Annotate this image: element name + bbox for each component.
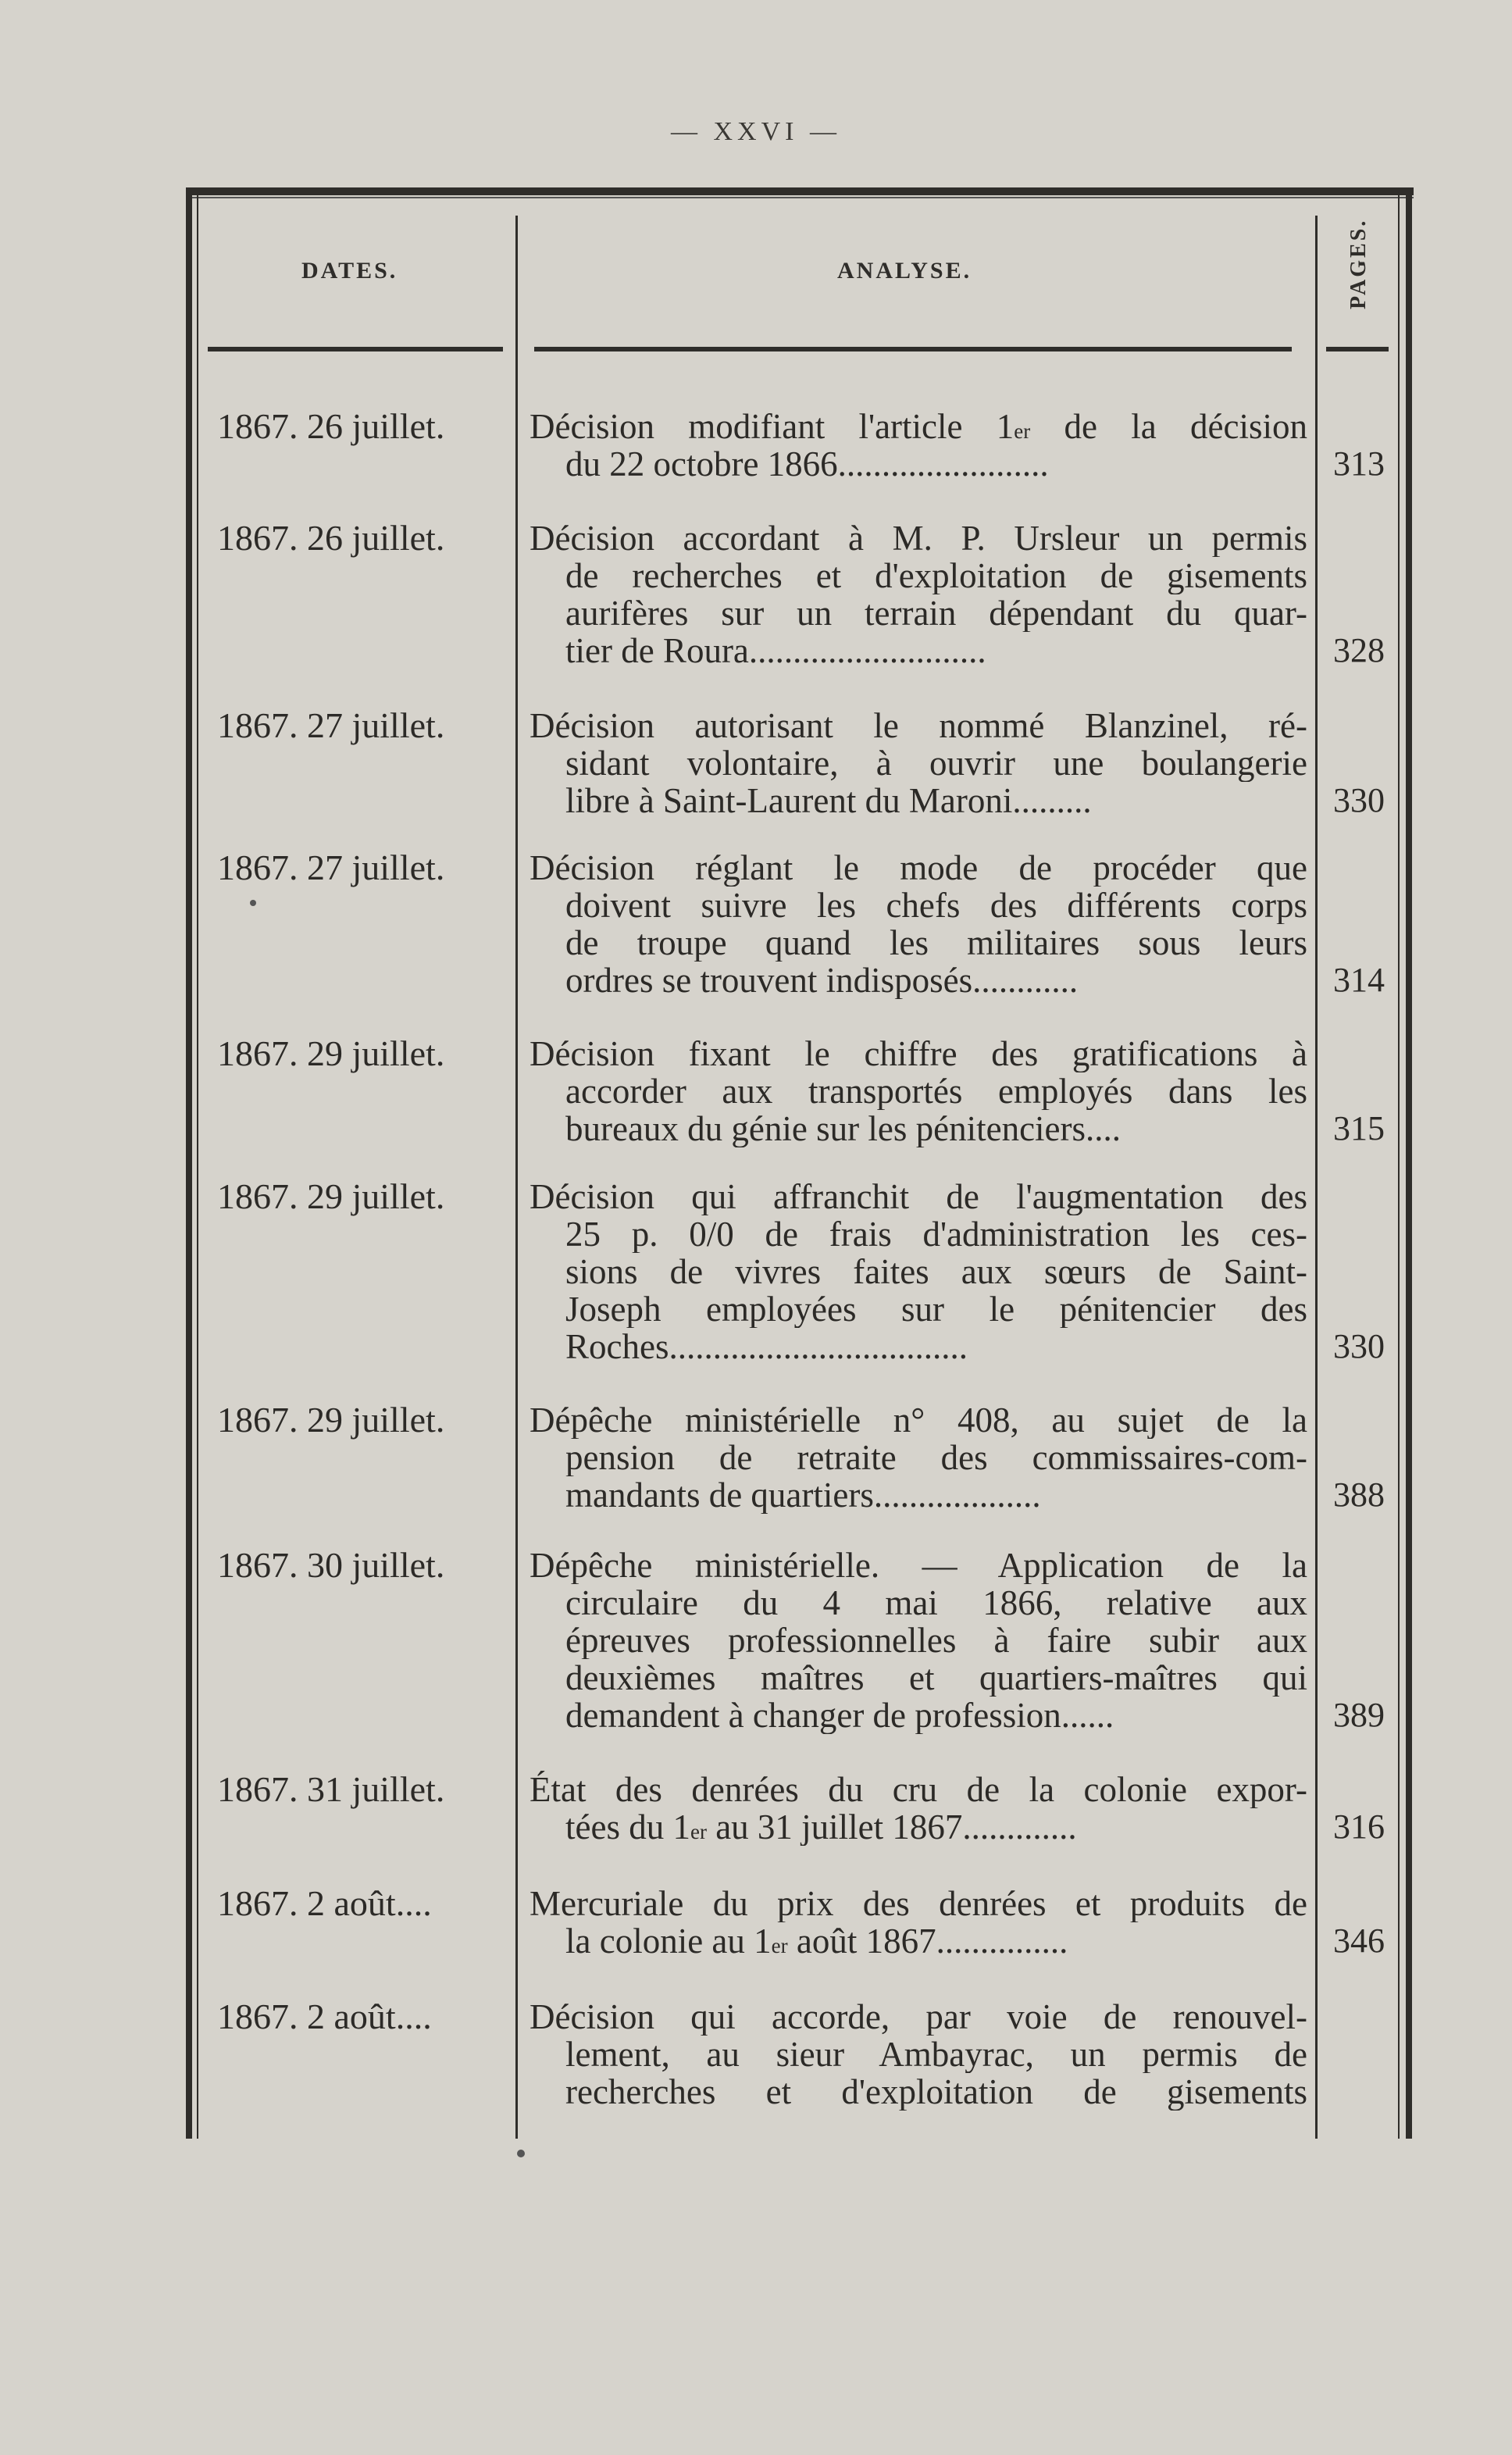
analyse-line: recherches et d'exploitation de gisements <box>565 2073 1307 2111</box>
analyse-line: sidant volontaire, à ouvrir une boulangerie <box>565 744 1307 782</box>
analyse-line: tier de Roura........................... <box>565 632 986 669</box>
analyse-line: État des denrées du cru de la colonie expor- <box>530 1771 1307 1808</box>
entry-page: 313 <box>1333 444 1385 483</box>
left-border-inner <box>197 191 198 2139</box>
pages-column-divider <box>1315 216 1318 2139</box>
entry-date: 1867. 29 juillet. <box>217 1176 445 1216</box>
analyse-line: lement, au sieur Ambayrac, un permis de <box>565 2036 1307 2073</box>
analyse-line: Dépêche ministérielle. — Application de la <box>530 1547 1307 1584</box>
analyse-line: libre à Saint-Laurent du Maroni......... <box>565 782 1092 819</box>
entry-analyse <box>530 1998 1307 2111</box>
entry-date: 1867. 26 juillet. <box>217 518 445 558</box>
page-folio: — XXVI — <box>671 117 841 146</box>
entry-analyse <box>530 1035 1307 1147</box>
ink-speck <box>517 2150 525 2157</box>
entry-page: 314 <box>1333 961 1385 999</box>
analyse-line: tées du 1er au 31 juillet 1867............. <box>565 1808 1077 1846</box>
left-border <box>186 191 192 2139</box>
analyse-line: ordres se trouvent indisposés............ <box>565 962 1079 999</box>
analyse-line: accorder aux transportés employés dans les <box>565 1072 1307 1110</box>
analyse-line: bureaux du génie sur les pénitenciers.... <box>565 1110 1122 1147</box>
analyse-line: Joseph employées sur le pénitencier des <box>565 1290 1307 1328</box>
analyse-line: deuxièmes maîtres et quartiers-maîtres qui <box>565 1659 1307 1697</box>
entry-date: 1867. 27 juillet. <box>217 705 445 745</box>
analyse-line: aurifères sur un terrain dépendant du quar- <box>565 594 1307 632</box>
entry-page: 346 <box>1333 1922 1385 1960</box>
analyse-line: Dépêche ministérielle n° 408, au sujet de la <box>530 1401 1307 1439</box>
entry-analyse <box>530 1547 1307 1734</box>
analyse-line: mandants de quartiers................... <box>565 1476 1041 1514</box>
analyse-line: sions de vivres faites aux sœurs de Saint- <box>565 1253 1307 1290</box>
analyse-line: de troupe quand les militaires sous leurs <box>565 924 1307 962</box>
analyse-line: doivent suivre les chefs des différents corps <box>565 887 1307 924</box>
analyse-line: demandent à changer de profession...... <box>565 1697 1114 1734</box>
analyse-line: Décision fixant le chiffre des gratifications à <box>530 1035 1307 1072</box>
analyse-line: Décision modifiant l'article 1er de la décision <box>530 408 1307 445</box>
analyse-line: de recherches et d'exploitation de gisements <box>565 557 1307 594</box>
entry-page: 389 <box>1333 1696 1385 1734</box>
entry-analyse <box>530 1771 1307 1846</box>
analyse-line: Décision autorisant le nommé Blanzinel, ré- <box>530 707 1307 744</box>
entry-page: 315 <box>1333 1109 1385 1147</box>
entry-page: 388 <box>1333 1475 1385 1514</box>
entry-date: 1867. 29 juillet. <box>217 1033 445 1073</box>
analyse-line: Décision qui affranchit de l'augmentation des <box>530 1178 1307 1215</box>
analyse-line: épreuves professionnelles à faire subir aux <box>565 1622 1307 1659</box>
header-dates: DATES. <box>301 258 398 284</box>
entry-analyse <box>530 849 1307 999</box>
entry-date: 1867. 27 juillet. <box>217 847 445 887</box>
header-rule-analyse <box>534 347 1292 351</box>
header-rule-dates <box>208 347 503 351</box>
analyse-line: pension de retraite des commissaires-com- <box>565 1439 1307 1476</box>
entry-date: 1867. 30 juillet. <box>217 1545 445 1585</box>
analyse-line: Décision réglant le mode de procéder que <box>530 849 1307 887</box>
analyse-line: 25 p. 0/0 de frais d'administration les ces- <box>565 1215 1307 1253</box>
entry-page: 330 <box>1333 1327 1385 1365</box>
entry-analyse <box>530 1178 1307 1365</box>
entry-analyse <box>530 1885 1307 1960</box>
entry-page: 328 <box>1333 631 1385 669</box>
right-border <box>1406 191 1412 2139</box>
right-border-inner <box>1398 191 1400 2139</box>
entry-page: 330 <box>1333 781 1385 819</box>
header-pages: PAGES. <box>1346 218 1371 309</box>
ink-speck <box>250 900 256 906</box>
entry-date: 1867. 26 juillet. <box>217 406 445 446</box>
analyse-line: Décision accordant à M. P. Ursleur un permis <box>530 519 1307 557</box>
entry-date: 1867. 31 juillet. <box>217 1769 445 1809</box>
entry-analyse <box>530 519 1307 669</box>
entry-analyse <box>530 1401 1307 1514</box>
entry-analyse <box>530 707 1307 819</box>
entry-date: 1867. 29 juillet. <box>217 1400 445 1440</box>
entry-analyse <box>530 408 1307 483</box>
entry-date: 1867. 2 août.... <box>217 1996 432 2036</box>
analyse-line: Mercuriale du prix des denrées et produits de <box>530 1885 1307 1922</box>
entry-date: 1867. 2 août.... <box>217 1883 432 1923</box>
date-column-divider <box>515 216 518 2139</box>
header-rule-pages <box>1326 347 1389 351</box>
entry-page: 316 <box>1333 1807 1385 1846</box>
analyse-line: la colonie au 1er août 1867............... <box>565 1922 1068 1960</box>
analyse-line: Roches.................................. <box>565 1328 968 1365</box>
header-analyse: ANALYSE. <box>837 258 972 284</box>
analyse-line: Décision qui accorde, par voie de renouvel- <box>530 1998 1307 2036</box>
analyse-line: du 22 octobre 1866........................ <box>565 445 1049 483</box>
analyse-line: circulaire du 4 mai 1866, relative aux <box>565 1584 1307 1622</box>
